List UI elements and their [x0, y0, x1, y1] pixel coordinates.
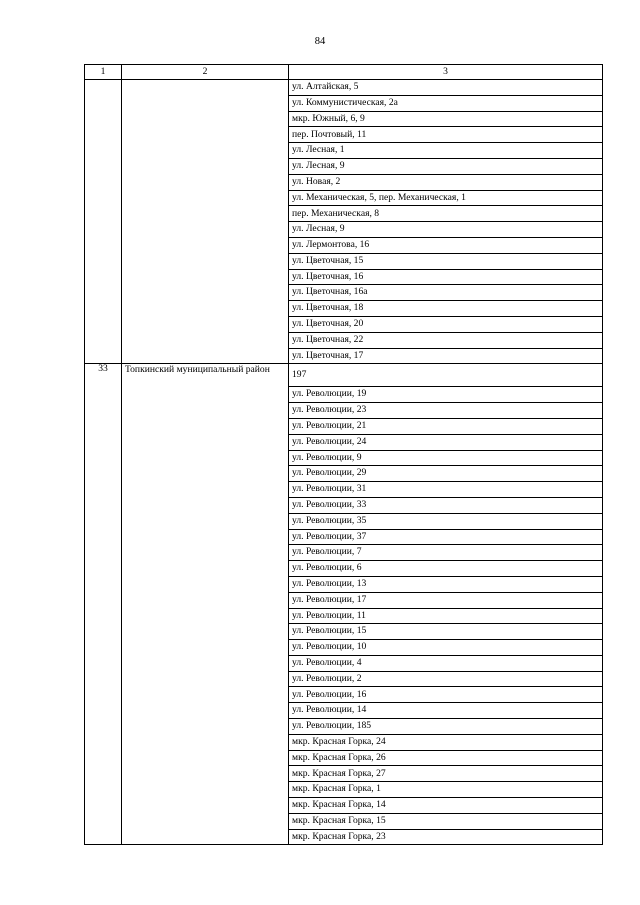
address-cell: ул. Новая, 2	[289, 174, 603, 190]
address-cell: ул. Революции, 13	[289, 576, 603, 592]
address-cell: ул. Механическая, 5, пер. Механическая, 1	[289, 190, 603, 206]
address-cell: ул. Революции, 6	[289, 561, 603, 577]
address-cell: ул. Революции, 29	[289, 466, 603, 482]
address-cell: мкр. Красная Горка, 14	[289, 798, 603, 814]
district-name-cell: Топкинский муниципальный район	[122, 364, 289, 845]
table-header-row	[85, 65, 603, 80]
address-cell: ул. Революции, 23	[289, 403, 603, 419]
address-cell: ул. Цветочная, 15	[289, 253, 603, 269]
address-table	[84, 64, 603, 845]
column-header-3: 3	[289, 65, 603, 80]
address-cell: мкр. Красная Горка, 24	[289, 734, 603, 750]
address-cell: ул. Революции, 37	[289, 529, 603, 545]
address-cell: мкр. Красная Горка, 1	[289, 782, 603, 798]
address-cell: ул. Лесная, 9	[289, 222, 603, 238]
address-cell: ул. Лесная, 1	[289, 143, 603, 159]
address-cell: ул. Революции, 15	[289, 624, 603, 640]
section-header-row	[85, 364, 603, 387]
address-cell: ул. Революции, 4	[289, 655, 603, 671]
address-cell: ул. Революции, 16	[289, 687, 603, 703]
address-cell: ул. Революции, 10	[289, 640, 603, 656]
address-cell: ул. Революции, 17	[289, 592, 603, 608]
column-header-1: 1	[85, 65, 122, 80]
page-number: 84	[314, 36, 326, 47]
address-cell: ул. Лермонтова, 16	[289, 237, 603, 253]
address-cell: ул. Лесная, 9	[289, 158, 603, 174]
address-cell: мкр. Южный, 6, 9	[289, 111, 603, 127]
row-number-cell: 33	[85, 364, 122, 845]
address-cell: ул. Революции, 7	[289, 545, 603, 561]
column-header-2: 2	[122, 65, 289, 80]
address-cell: ул. Революции, 9	[289, 450, 603, 466]
address-cell: пер. Механическая, 8	[289, 206, 603, 222]
address-cell: ул. Цветочная, 16	[289, 269, 603, 285]
address-cell: ул. Цветочная, 20	[289, 316, 603, 332]
address-cell: ул. Революции, 14	[289, 703, 603, 719]
address-cell: ул. Цветочная, 17	[289, 348, 603, 364]
address-cell: мкр. Красная Горка, 15	[289, 813, 603, 829]
address-cell: мкр. Красная Горка, 26	[289, 750, 603, 766]
address-cell: ул. Цветочная, 18	[289, 301, 603, 317]
address-cell: ул. Революции, 19	[289, 387, 603, 403]
address-count-cell: 197	[289, 364, 603, 387]
address-cell: ул. Революции, 185	[289, 719, 603, 735]
address-cell: мкр. Красная Горка, 27	[289, 766, 603, 782]
address-cell: пер. Почтовый, 11	[289, 127, 603, 143]
address-cell: ул. Алтайская, 5	[289, 80, 603, 96]
address-cell: ул. Революции, 11	[289, 608, 603, 624]
district-name-cell	[122, 80, 289, 364]
table-row	[85, 80, 603, 96]
address-cell: ул. Коммунистическая, 2а	[289, 95, 603, 111]
row-number-cell	[85, 80, 122, 364]
address-cell: ул. Цветочная, 22	[289, 332, 603, 348]
address-cell: ул. Революции, 31	[289, 482, 603, 498]
address-cell: мкр. Красная Горка, 23	[289, 829, 603, 845]
address-cell: ул. Революции, 33	[289, 497, 603, 513]
address-cell: ул. Революции, 35	[289, 513, 603, 529]
address-cell: ул. Революции, 21	[289, 418, 603, 434]
address-cell: ул. Цветочная, 16а	[289, 285, 603, 301]
address-cell: ул. Революции, 2	[289, 671, 603, 687]
address-cell: ул. Революции, 24	[289, 434, 603, 450]
table-body	[85, 80, 603, 845]
